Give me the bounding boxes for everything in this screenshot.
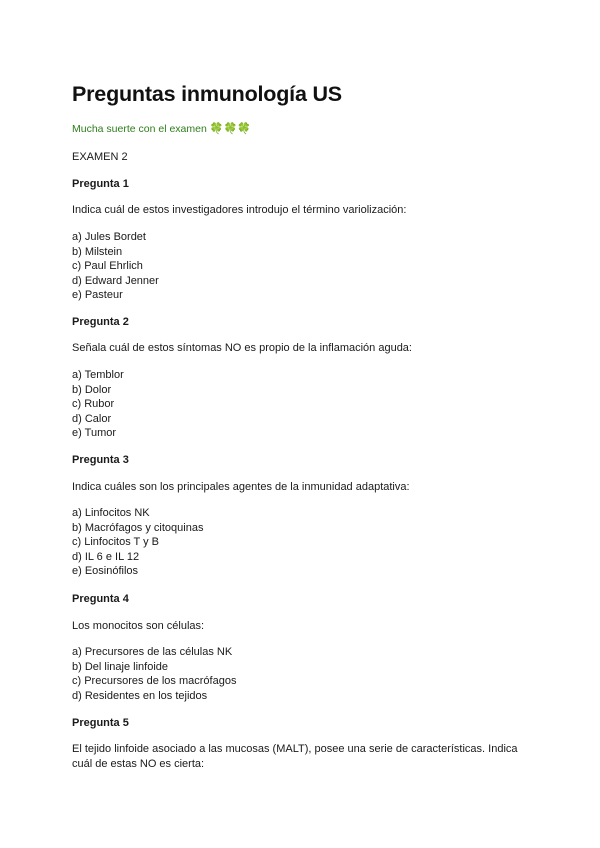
answer-option: d) IL 6 e IL 12 (72, 550, 140, 563)
answer-option: d) Edward Jenner (72, 274, 159, 287)
answer-option: d) Residentes en los tejidos (72, 689, 208, 702)
subtitle (72, 122, 251, 135)
answer-option: b) Macrófagos y citoquinas (72, 521, 204, 534)
question-text: Señala cuál de estos síntomas NO es propio de la inflamación aguda: (72, 342, 412, 354)
question-heading: Pregunta 2 (72, 316, 129, 328)
answer-option: e) Eosinófilos (72, 565, 139, 578)
answer-option: c) Precursores de los macrófagos (72, 675, 237, 688)
answer-option: b) Del linaje linfoide (72, 660, 168, 673)
question-heading: Pregunta 3 (72, 454, 129, 466)
answer-option: c) Rubor (72, 398, 115, 411)
question-text: Indica cuáles son los principales agentes de la inmunidad adaptativa: (72, 481, 410, 493)
answer-option: c) Linfocitos T y B (72, 536, 160, 549)
answer-option: b) Milstein (72, 245, 123, 258)
answer-option: a) Linfocitos NK (72, 507, 150, 519)
page-title: Preguntas inmunología US (72, 82, 342, 106)
answer-option: e) Pasteur (72, 289, 123, 302)
answer-option: a) Jules Bordet (72, 231, 146, 243)
question-heading: Pregunta 4 (72, 593, 129, 605)
exam-label: EXAMEN 2 (72, 151, 128, 163)
question-text: Indica cuál de estos investigadores introdujo el término variolización: (72, 204, 407, 216)
answer-option: b) Dolor (72, 383, 112, 396)
answer-option: c) Paul Ehrlich (72, 260, 143, 273)
question-heading: Pregunta 1 (72, 178, 129, 190)
question-heading: Pregunta 5 (72, 717, 129, 729)
answer-option: d) Calor (72, 412, 112, 425)
subtitle-text: Mucha suerte con el examen (72, 123, 207, 135)
clover-icon: 🍀🍀🍀 (209, 123, 251, 135)
answer-option: e) Tumor (72, 427, 117, 440)
question-text: El tejido linfoide asociado a las mucosas (MALT), posee una serie de características. Indica cuál de estas NO es cierta: (72, 743, 518, 770)
answer-option: a) Precursores de las células NK (72, 646, 233, 658)
answer-option: a) Temblor (72, 369, 124, 381)
question-text: Los monocitos son células: (72, 620, 205, 632)
